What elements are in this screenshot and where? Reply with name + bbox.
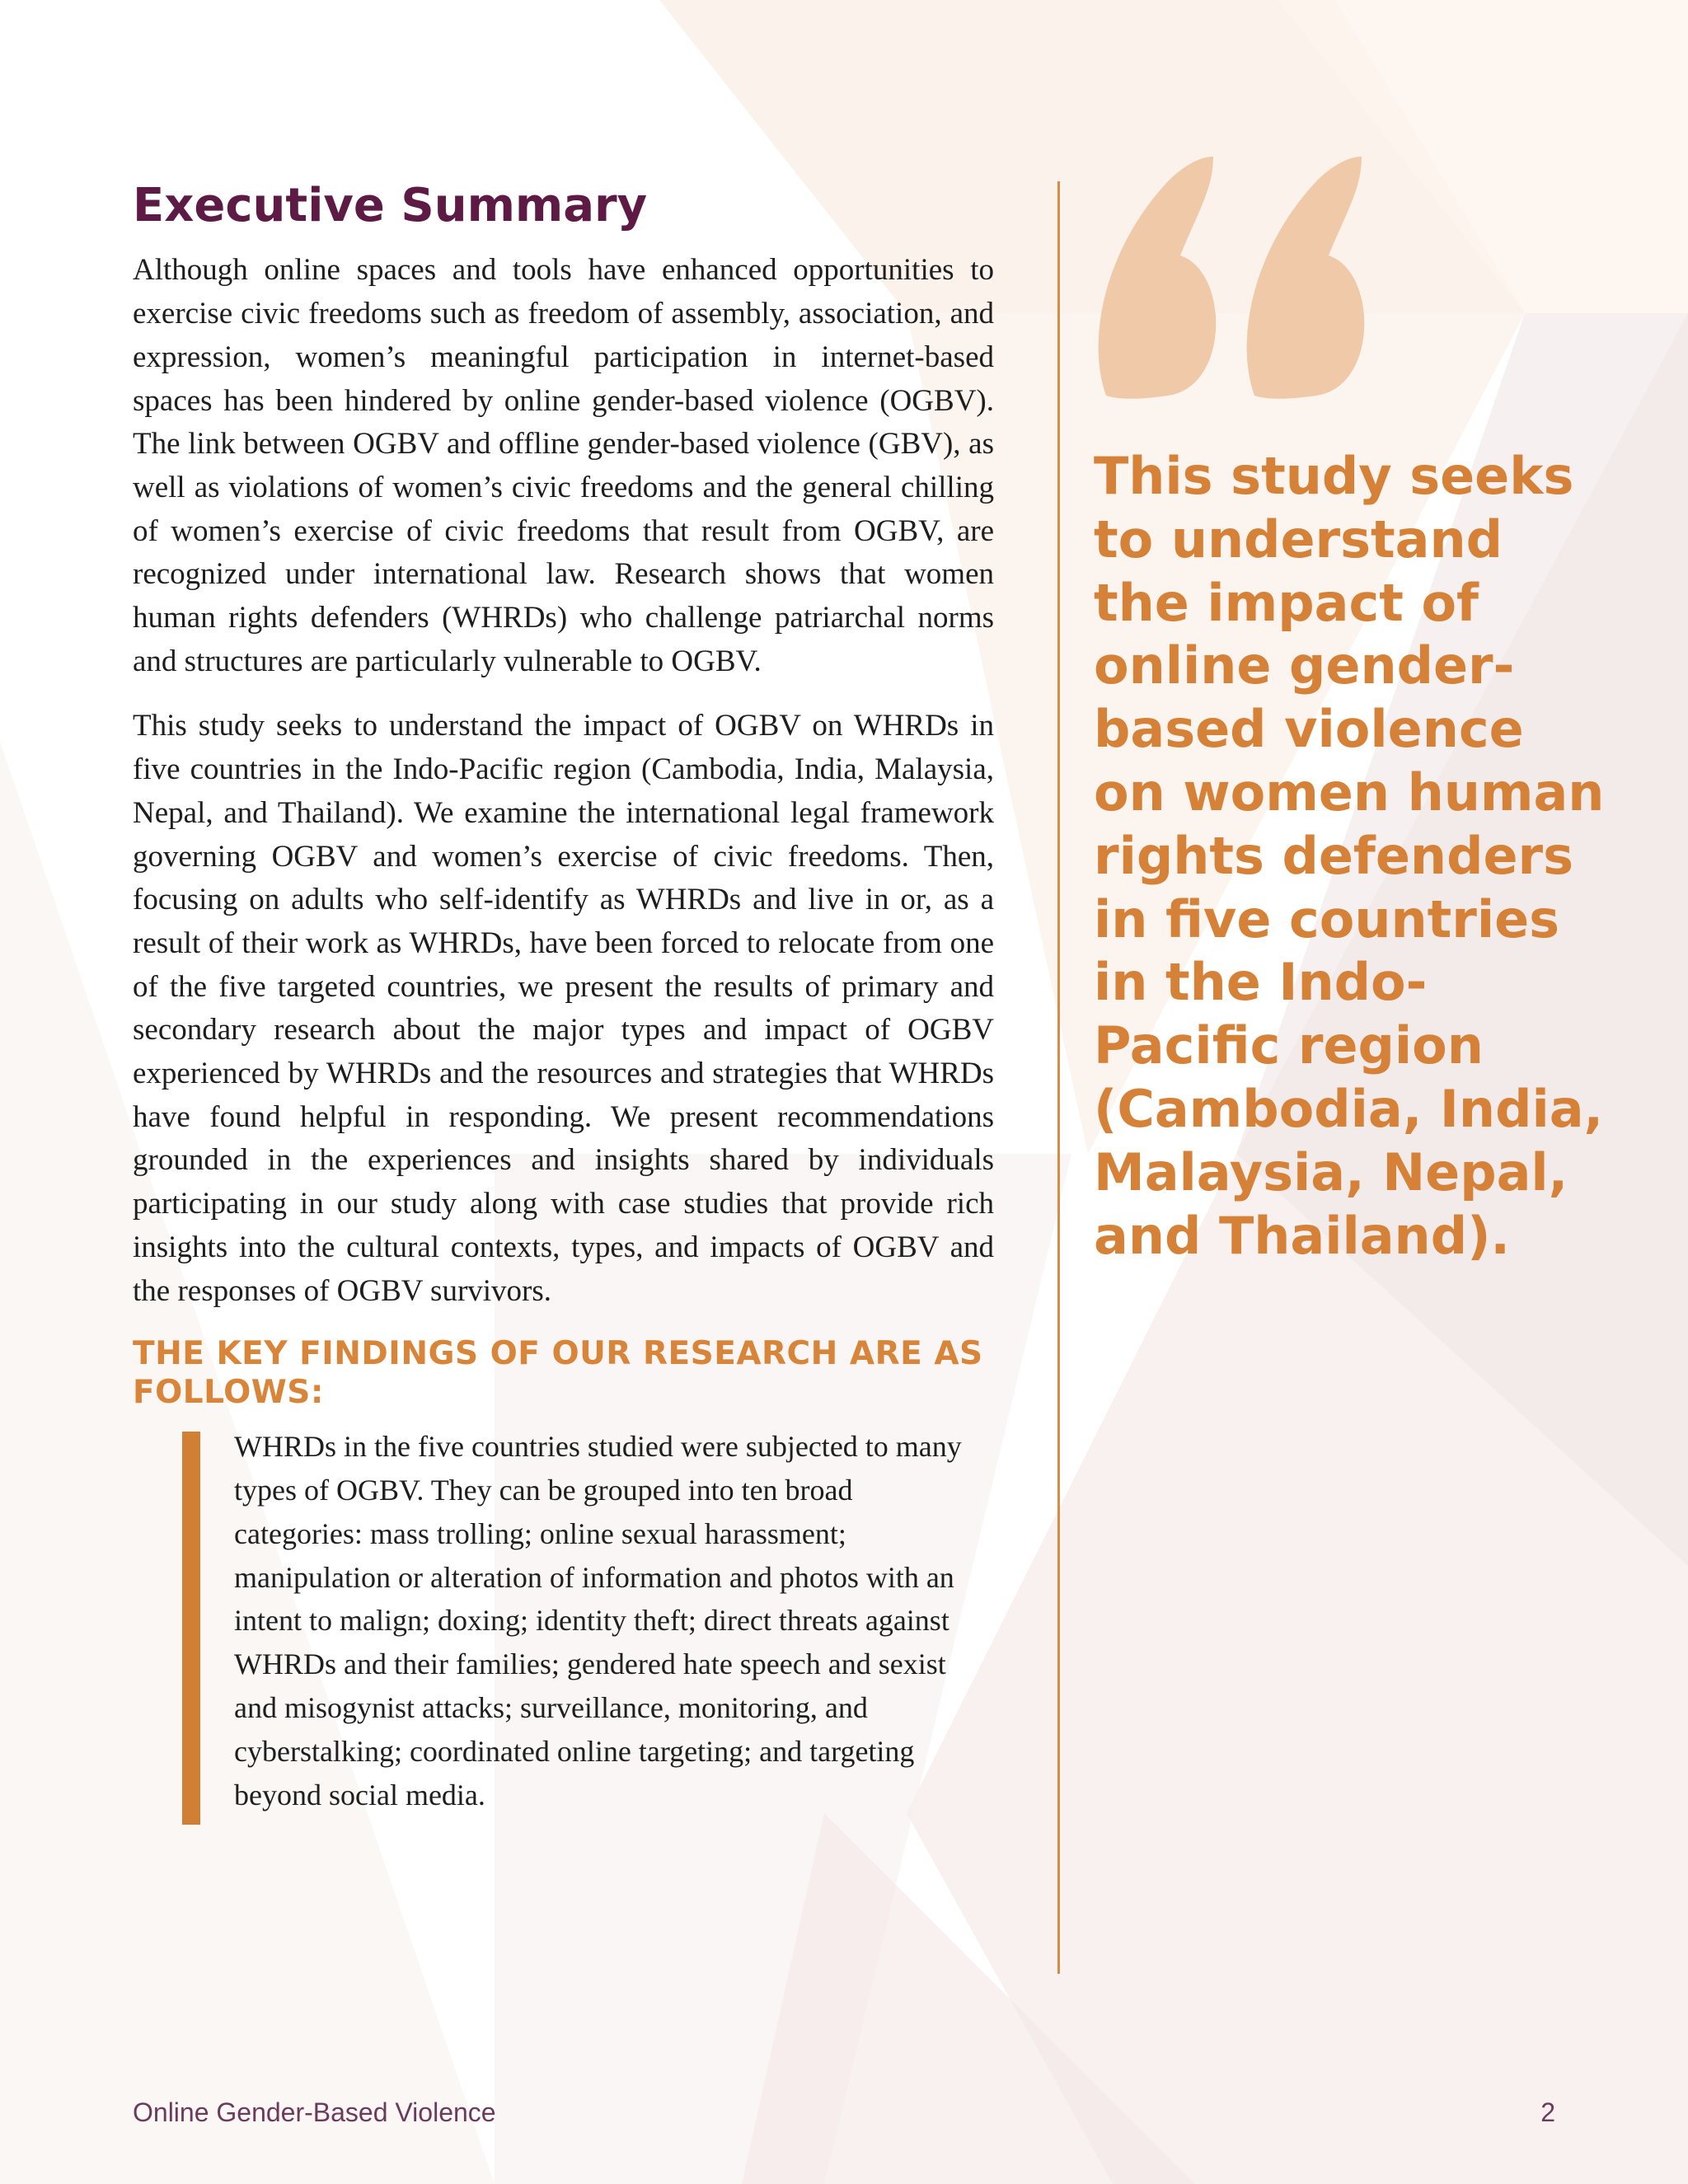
key-findings-heading: THE KEY FINDINGS OF OUR RESEARCH ARE AS FOLLOWS: [133, 1335, 983, 1412]
page-title: Executive Summary [133, 179, 648, 232]
summary-paragraph-2: This study seeks to understand the impact of OGBV on WHRDs in five countries in the Indo-Pacific region (Cambodia, India, Malaysia, Nepal, and Thailand). We examine the international legal framework governing OGBV and women’s exercise of civic freedoms. Then, focusing on adults who self-identify as WHRDs and live in or, as a result of their work as WHRDs, have been forced to relocate from one of the five targeted countries, we present the results of primary and secondary research about the major types and impact of OGBV experienced by WHRDs and the resources and strategies that WHRDs have found helpful in responding. We present recommendations grounded in the experiences and insights shared by individuals participating in our study along with case studies that provide rich insights into the cultural contexts, types, and impacts of OGBV and the responses of OGBV survivors. [133, 709, 994, 1308]
pull-quote: This study seeks to understand the impact of online gender-based violence on women human rights defenders in five countries in the Indo-Pacific region (Cambodia, India, Malaysia, Nepal, and Thailand). [1094, 446, 1605, 1266]
left-column [133, 180, 994, 1816]
footer-document-title: Online Gender-Based Violence [133, 2097, 496, 2127]
summary-paragraph-1: Although online spaces and tools have enhanced opportunities to exercise civic freedoms such as freedom of assembly, association, and expression, women’s meaningful participation in internet-based spaces has been hindered by online gender-based violence (OGBV). The link between OGBV and offline gender-based violence (GBV), as well as violations of women’s civic freedoms and the general chilling of women’s exercise of civic freedoms that result from OGBV, are recognized under international law. Research shows that women human rights defenders (WHRDs) who challenge patriarchal norms and structures are particularly vulnerable to OGBV. [133, 253, 994, 678]
key-finding-text: WHRDs in the five countries studied were subjected to many types of OGBV. They can be grouped into ten broad categories: mass trolling; online sexual harassment; manipulation or alteration of information and photos with an intent to malign; doxing; identity theft; direct threats against WHRDs and their families; gendered hate speech and sexist and misogynist attacks; surveillance, monitoring, and cyberstalking; coordinated online targeting; and targeting beyond social media. [234, 1430, 962, 1811]
finding-accent-bar [182, 1432, 200, 1825]
key-finding-callout [182, 1425, 976, 1816]
page-number: 2 [1540, 2097, 1555, 2127]
column-divider [1057, 181, 1060, 1974]
quotation-mark-icon [1090, 148, 1370, 404]
